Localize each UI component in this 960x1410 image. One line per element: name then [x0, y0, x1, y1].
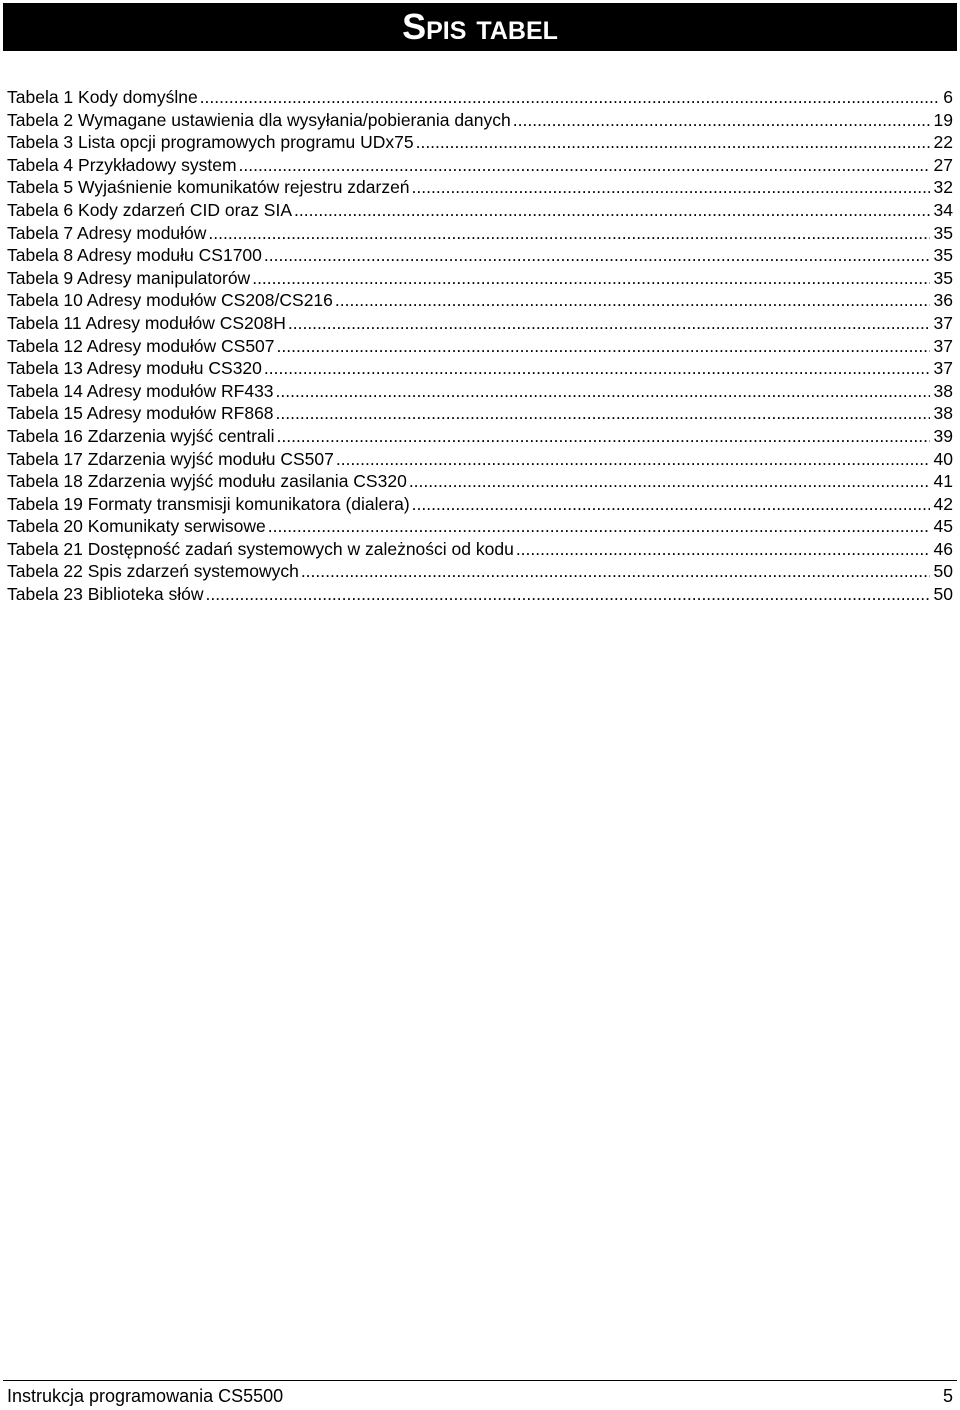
toc-entry-page: 6 — [943, 87, 953, 107]
toc-entry[interactable] — [7, 289, 953, 312]
toc-entry-label: Tabela 8 Adresy modułu CS1700 — [7, 245, 262, 266]
toc-entry[interactable] — [7, 131, 953, 154]
toc-leader-dots — [239, 154, 930, 177]
toc-entry[interactable] — [7, 538, 953, 561]
toc-entry-page: 50 — [933, 584, 953, 605]
table-of-contents — [7, 86, 953, 606]
toc-entry-label: Tabela 17 Zdarzenia wyjść modułu CS507 — [7, 448, 334, 469]
toc-entry-label: Tabela 16 Zdarzenia wyjść centrali — [7, 425, 275, 446]
toc-entry-label: Tabela 3 Lista opcji programowych programu UDx75 — [7, 132, 414, 153]
toc-entry-page: 32 — [933, 177, 953, 198]
toc-entry-page: 40 — [933, 448, 953, 469]
toc-entry[interactable] — [7, 335, 953, 358]
footer-document-title: Instrukcja programowania CS5500 — [7, 1386, 284, 1406]
toc-entry-page: 35 — [933, 245, 953, 266]
title-bar — [3, 3, 957, 51]
toc-leader-dots — [277, 425, 930, 448]
toc-entry-page: 19 — [933, 109, 953, 130]
toc-leader-dots — [516, 538, 930, 561]
toc-entry-page: 41 — [933, 471, 953, 492]
toc-entry[interactable] — [7, 448, 953, 471]
toc-leader-dots — [208, 222, 929, 245]
toc-entry-label: Tabela 21 Dostępność zadań systemowych w zależności od kodu — [7, 538, 514, 559]
toc-entry[interactable] — [7, 109, 953, 132]
toc-entry[interactable] — [7, 470, 953, 493]
toc-entry-page: 42 — [933, 493, 953, 514]
toc-entry-label: Tabela 9 Adresy manipulatorów — [7, 267, 251, 288]
toc-leader-dots — [412, 176, 930, 199]
toc-entry[interactable] — [7, 154, 953, 177]
toc-leader-dots — [294, 199, 930, 222]
toc-entry-page: 37 — [933, 312, 953, 333]
toc-entry-label: Tabela 15 Adresy modułów RF868 — [7, 403, 274, 424]
toc-entry[interactable] — [7, 402, 953, 425]
toc-entry-label: Tabela 2 Wymagane ustawienia dla wysyłania/pobierania danych — [7, 109, 511, 130]
toc-entry-label: Tabela 22 Spis zdarzeń systemowych — [7, 561, 299, 582]
toc-entry-label: Tabela 23 Biblioteka słów — [7, 584, 204, 605]
toc-leader-dots — [288, 312, 930, 335]
toc-entry[interactable] — [7, 380, 953, 403]
toc-leader-dots — [264, 244, 930, 267]
toc-entry[interactable] — [7, 199, 953, 222]
toc-entry-page: 39 — [933, 425, 953, 446]
page-footer — [7, 1384, 953, 1408]
toc-entry[interactable] — [7, 176, 953, 199]
toc-leader-dots — [336, 448, 930, 471]
toc-entry-page: 22 — [933, 132, 953, 153]
toc-entry-page: 38 — [933, 403, 953, 424]
toc-entry-label: Tabela 6 Kody zdarzeń CID oraz SIA — [7, 199, 293, 220]
toc-leader-dots — [276, 380, 930, 403]
toc-entry-page: 34 — [933, 199, 953, 220]
toc-entry-label: Tabela 4 Przykładowy system — [7, 154, 237, 175]
toc-entry[interactable] — [7, 267, 953, 290]
toc-entry[interactable] — [7, 86, 953, 109]
toc-entry-label: Tabela 10 Adresy modułów CS208/CS216 — [7, 290, 333, 311]
toc-leader-dots — [301, 560, 930, 583]
toc-entry[interactable] — [7, 312, 953, 335]
toc-entry-label: Tabela 1 Kody domyślne — [7, 87, 198, 107]
toc-entry-page: 46 — [933, 538, 953, 559]
toc-entry[interactable] — [7, 222, 953, 245]
toc-leader-dots — [513, 109, 930, 132]
toc-entry-page: 27 — [933, 154, 953, 175]
toc-entry-label: Tabela 14 Adresy modułów RF433 — [7, 380, 274, 401]
footer-page-number: 5 — [942, 1386, 953, 1406]
toc-entry-label: Tabela 5 Wyjaśnienie komunikatów rejestru zdarzeń — [7, 177, 410, 198]
footer-divider — [3, 1380, 957, 1381]
toc-entry-page: 45 — [933, 516, 953, 537]
toc-leader-dots — [416, 131, 930, 154]
page-title: Spis tabel — [402, 6, 558, 47]
toc-entry-page: 35 — [933, 267, 953, 288]
toc-entry-label: Tabela 19 Formaty transmisji komunikatora (dialera) — [7, 493, 410, 514]
toc-entry-page: 36 — [933, 290, 953, 311]
toc-entry[interactable] — [7, 244, 953, 267]
toc-leader-dots — [252, 267, 929, 290]
toc-entry[interactable] — [7, 560, 953, 583]
toc-entry-page: 37 — [933, 358, 953, 379]
toc-entry-label: Tabela 12 Adresy modułów CS507 — [7, 335, 275, 356]
toc-entry[interactable] — [7, 425, 953, 448]
toc-entry-label: Tabela 7 Adresy modułów — [7, 222, 207, 243]
toc-leader-dots — [412, 493, 930, 516]
toc-leader-dots — [409, 470, 930, 493]
toc-leader-dots — [335, 289, 930, 312]
toc-entry-label: Tabela 20 Komunikaty serwisowe — [7, 516, 266, 537]
toc-leader-dots — [206, 583, 930, 606]
toc-entry-label: Tabela 11 Adresy modułów CS208H — [7, 312, 286, 333]
toc-leader-dots — [200, 86, 940, 109]
toc-entry-page: 35 — [933, 222, 953, 243]
toc-entry-page: 50 — [933, 561, 953, 582]
toc-leader-dots — [264, 357, 930, 380]
toc-entry[interactable] — [7, 515, 953, 538]
toc-entry[interactable] — [7, 583, 953, 606]
toc-entry-label: Tabela 18 Zdarzenia wyjść modułu zasilania CS320 — [7, 471, 407, 492]
toc-entry[interactable] — [7, 493, 953, 516]
toc-entry-page: 37 — [933, 335, 953, 356]
toc-leader-dots — [276, 402, 930, 425]
toc-leader-dots — [277, 335, 930, 358]
toc-leader-dots — [268, 515, 930, 538]
toc-entry-label: Tabela 13 Adresy modułu CS320 — [7, 358, 262, 379]
toc-entry[interactable] — [7, 357, 953, 380]
toc-entry-page: 38 — [933, 380, 953, 401]
